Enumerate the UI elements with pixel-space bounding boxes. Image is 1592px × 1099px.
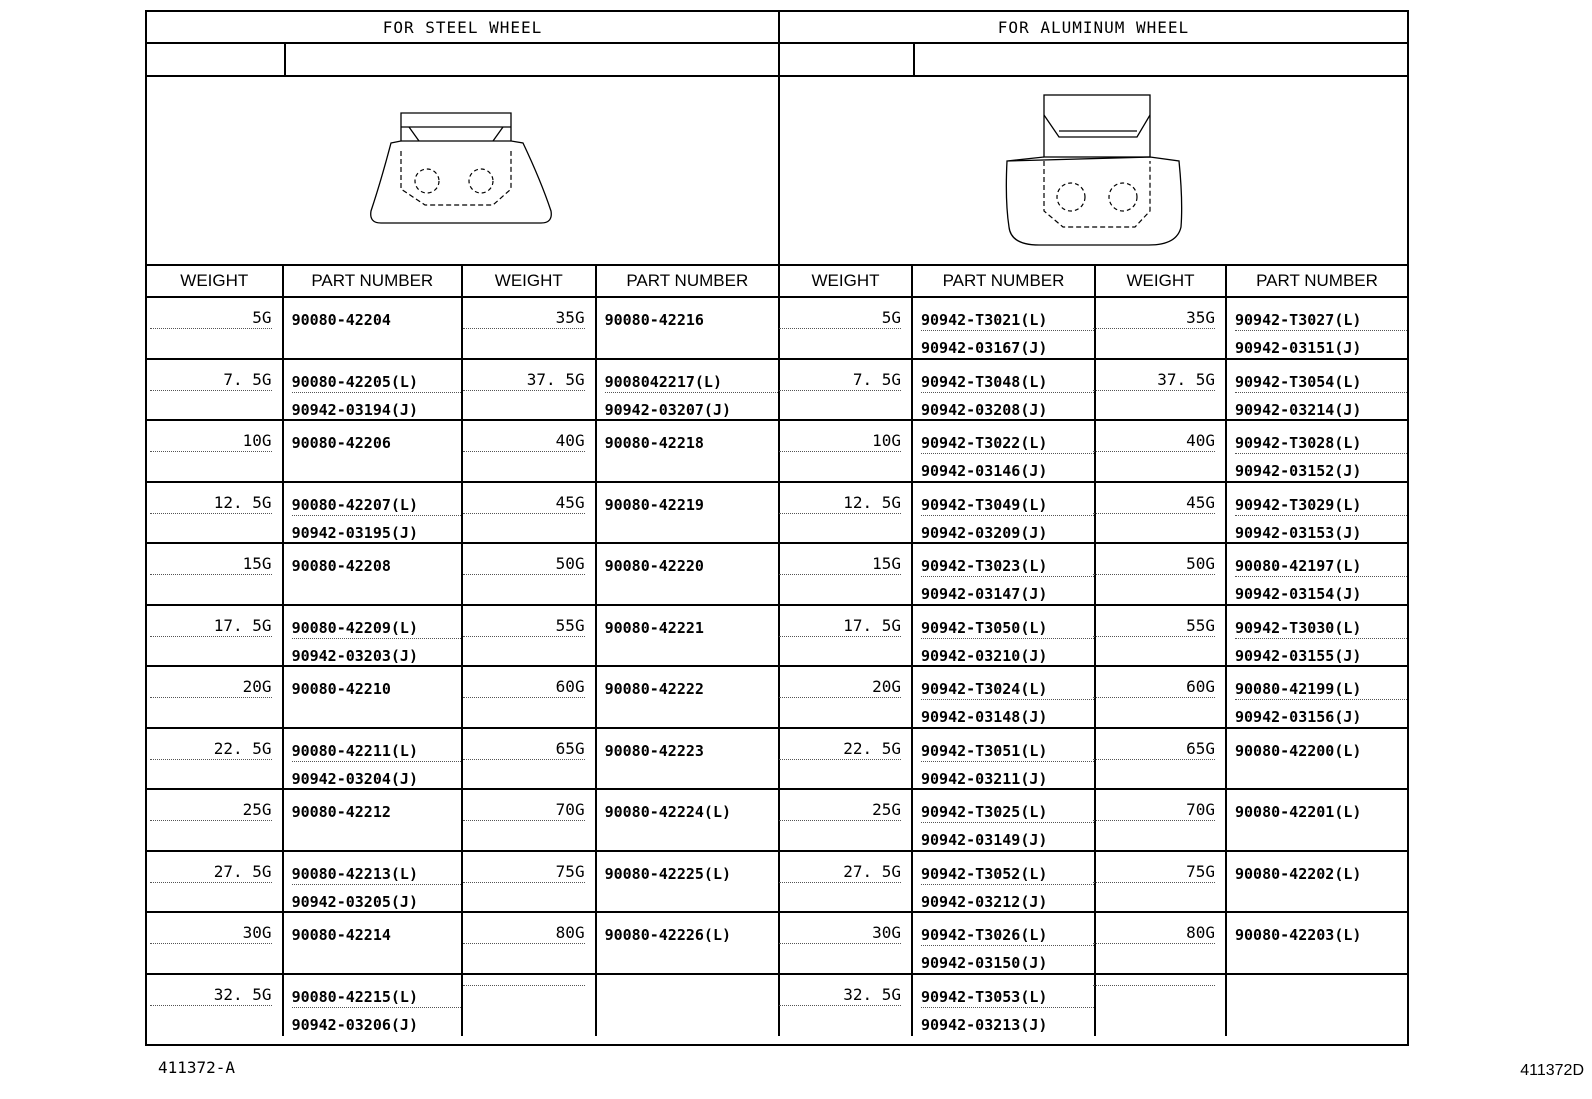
weight-value: 27. 5G: [779, 862, 901, 883]
weight-cell: [147, 483, 284, 543]
figure-code-right: 411372D: [1520, 1062, 1584, 1079]
weight-value: 12. 5G: [150, 493, 272, 514]
part-number-cell: [1227, 544, 1407, 604]
weight-value: 60G: [463, 677, 585, 698]
part-number: 90942-T3027(L): [1235, 310, 1407, 331]
aluminum-row-half: [780, 667, 1407, 727]
weight-value: 35G: [463, 308, 585, 329]
part-number: 90942-T3029(L): [1235, 495, 1407, 516]
steel-row-half: [147, 421, 780, 481]
weight-cell: [1096, 360, 1227, 420]
weight-value: 80G: [1093, 923, 1215, 944]
part-number-cell: [1227, 360, 1407, 420]
weight-cell: [780, 729, 913, 789]
part-number-cell: [597, 360, 778, 420]
part-number: 90942-03214(J): [1235, 400, 1362, 419]
part-number-cell: [1227, 852, 1407, 912]
weight-cell: [147, 360, 284, 420]
part-number-cell: [284, 421, 463, 481]
column-header-part-number: PART NUMBER: [626, 271, 749, 290]
steel-wheel-title: FOR STEEL WHEEL: [147, 12, 780, 42]
table-row: [147, 606, 1407, 668]
part-number: 90942-T3028(L): [1235, 433, 1407, 454]
part-number: 90942-T3053(L): [921, 987, 1094, 1008]
part-number: 90080-42209(L): [292, 618, 461, 639]
weight-cell: [463, 298, 597, 358]
aluminum-row-half: [780, 544, 1407, 604]
table-row: [147, 667, 1407, 729]
weight-cell: [147, 729, 284, 789]
weight-cell: [780, 667, 913, 727]
weight-value: 22. 5G: [779, 739, 901, 760]
weight-cell: [1096, 729, 1227, 789]
aluminum-row-half: [780, 729, 1407, 789]
part-number: 90080-42213(L): [292, 864, 461, 885]
weight-cell: [463, 421, 597, 481]
weight-cell: [780, 544, 913, 604]
part-number: 90942-03151(J): [1235, 339, 1362, 357]
part-number: 90942-03147(J): [921, 585, 1048, 603]
aluminum-row-half: [780, 975, 1407, 1037]
weight-cell: [1096, 667, 1227, 727]
part-number-cell: [913, 852, 1096, 912]
weight-value: 80G: [463, 923, 585, 944]
weight-cell: [463, 360, 597, 420]
aluminum-row-half: [780, 360, 1407, 420]
section-header-row: [147, 12, 1407, 44]
part-number: 90942-03213(J): [921, 1015, 1048, 1034]
part-number: 9008042217(L): [605, 372, 778, 393]
part-number: 90080-42211(L): [292, 741, 461, 762]
part-number: 90942-T3021(L): [921, 310, 1094, 331]
weight-value: 45G: [1093, 493, 1215, 514]
weight-value: [463, 985, 585, 986]
part-number: 90080-42219: [604, 495, 704, 514]
part-number-cell: [597, 544, 778, 604]
part-number-cell: [1227, 483, 1407, 543]
part-number: 90080-42220: [604, 557, 704, 575]
weight-cell: [1096, 790, 1227, 850]
aluminum-row-half: [780, 852, 1407, 912]
part-number: 90942-T3052(L): [921, 864, 1094, 885]
part-number: 90080-42205(L): [292, 372, 461, 393]
part-number: 90942-03194(J): [291, 400, 418, 419]
part-number-cell: [913, 298, 1096, 358]
part-number-cell: [597, 790, 778, 850]
weight-value: 65G: [1093, 739, 1215, 760]
part-number-cell: [597, 421, 778, 481]
weight-cell: [780, 790, 913, 850]
steel-weight-illustration: [147, 77, 780, 264]
part-number-cell: [284, 790, 463, 850]
column-header-weight: WEIGHT: [463, 266, 597, 296]
part-number: 90942-T3048(L): [921, 372, 1094, 393]
part-number-cell: [284, 975, 463, 1037]
part-number: 90942-03203(J): [291, 646, 418, 665]
weight-value: 17. 5G: [150, 616, 272, 637]
weight-cell: [1096, 606, 1227, 666]
part-number: 90942-03156(J): [1235, 708, 1362, 726]
weight-value: 15G: [779, 554, 901, 575]
weight-cell: [463, 667, 597, 727]
weight-value: 70G: [463, 800, 585, 821]
table-row: [147, 421, 1407, 483]
weight-value: 12. 5G: [779, 493, 901, 514]
part-number: 90080-42206: [291, 434, 391, 452]
part-number-cell: [913, 483, 1096, 543]
weight-value: 7. 5G: [150, 370, 272, 391]
weight-cell: [780, 360, 913, 420]
part-number: 90942-03195(J): [291, 523, 418, 542]
weight-cell: [463, 483, 597, 543]
weight-cell: [1096, 298, 1227, 358]
part-number-cell: [284, 606, 463, 666]
weight-value: [1093, 985, 1215, 986]
part-number-cell: [913, 913, 1096, 973]
weight-value: 45G: [463, 493, 585, 514]
part-number: 90942-T3026(L): [921, 925, 1094, 946]
table-row: [147, 544, 1407, 606]
weight-value: 30G: [779, 923, 901, 944]
part-number: 90942-03153(J): [1235, 523, 1362, 542]
part-number-cell: [284, 729, 463, 789]
part-number-cell: [1227, 421, 1407, 481]
weight-value: 50G: [1093, 554, 1215, 575]
column-header-part-number: PART NUMBER: [284, 266, 463, 296]
part-number: 90080-42221: [604, 618, 704, 637]
blank-cell: [147, 44, 286, 75]
part-number: 90080-42225(L): [604, 864, 732, 883]
table-row: [147, 975, 1407, 1037]
weight-cell: [1096, 913, 1227, 973]
weight-cell: [147, 975, 284, 1037]
part-number: 90942-03150(J): [921, 954, 1048, 972]
steel-row-half: [147, 852, 780, 912]
part-number-cell: [1227, 790, 1407, 850]
part-number: 90080-42222: [604, 680, 704, 698]
part-number: 90942-03204(J): [291, 769, 418, 788]
weight-value: 70G: [1093, 800, 1215, 821]
column-header-weight: WEIGHT: [780, 266, 913, 296]
steel-row-half: [147, 975, 780, 1037]
column-header-weight: WEIGHT: [1096, 266, 1227, 296]
aluminum-row-half: [780, 483, 1407, 543]
aluminum-wheel-weight-icon: [999, 91, 1189, 251]
part-number: 90080-42208: [291, 557, 391, 575]
steel-wheel-weight-icon: [363, 111, 563, 231]
weight-cell: [780, 483, 913, 543]
part-number-cell: [1227, 298, 1407, 358]
weight-value: 30G: [150, 923, 272, 944]
part-number-cell: [284, 483, 463, 543]
part-number: 90942-T3054(L): [1235, 372, 1407, 393]
part-number: 90080-42201(L): [1235, 803, 1362, 821]
parts-table: [145, 10, 1409, 1046]
weight-cell: [780, 298, 913, 358]
column-header-part-number: PART NUMBER: [1256, 271, 1378, 290]
part-number-cell: [597, 975, 778, 1037]
weight-value: 10G: [150, 431, 272, 452]
weight-value: 32. 5G: [779, 985, 901, 1006]
part-number: 90080-42203(L): [1235, 926, 1362, 944]
part-number: 90080-42226(L): [604, 926, 732, 944]
column-header-weight: WEIGHT: [147, 266, 284, 296]
weight-value: 15G: [150, 554, 272, 575]
part-number-cell: [913, 360, 1096, 420]
part-number: 90080-42199(L): [1235, 679, 1407, 700]
weight-value: 5G: [150, 308, 272, 329]
weight-cell: [463, 790, 597, 850]
part-number: 90942-03146(J): [921, 462, 1048, 480]
part-number-cell: [597, 298, 778, 358]
weight-value: 20G: [779, 677, 901, 698]
steel-row-half: [147, 729, 780, 789]
weight-value: 20G: [150, 677, 272, 698]
part-number: 90942-03211(J): [921, 769, 1048, 788]
weight-value: 50G: [463, 554, 585, 575]
aluminum-weight-illustration: [780, 77, 1407, 264]
weight-cell: [147, 667, 284, 727]
part-number: 90080-42207(L): [292, 495, 461, 516]
part-number: 90080-42216: [604, 311, 704, 329]
table-row: [147, 483, 1407, 545]
part-number: 90080-42200(L): [1235, 741, 1362, 760]
part-number-cell: [913, 667, 1096, 727]
aluminum-row-half: [780, 790, 1407, 850]
part-number: 90942-03148(J): [921, 708, 1048, 726]
part-number: 90080-42223: [604, 741, 704, 760]
column-header-part-number: PART NUMBER: [913, 266, 1096, 296]
weight-cell: [1096, 852, 1227, 912]
part-number: 90942-03149(J): [921, 831, 1048, 849]
weight-cell: [1096, 975, 1227, 1037]
table-row: [147, 729, 1407, 791]
part-number: 90080-42214: [291, 926, 391, 944]
part-number-cell: [1227, 913, 1407, 973]
table-row: [147, 360, 1407, 422]
column-header-row: [147, 266, 1407, 298]
part-number: 90942-T3051(L): [921, 741, 1094, 762]
weight-value: 25G: [779, 800, 901, 821]
weight-value: 75G: [463, 862, 585, 883]
part-number-cell: [913, 606, 1096, 666]
part-number: 90080-42218: [604, 434, 704, 452]
weight-cell: [147, 298, 284, 358]
weight-cell: [1096, 421, 1227, 481]
weight-cell: [147, 852, 284, 912]
table-body: [147, 298, 1407, 1036]
weight-value: 55G: [1093, 616, 1215, 637]
weight-value: 22. 5G: [150, 739, 272, 760]
weight-cell: [780, 421, 913, 481]
weight-value: 5G: [779, 308, 901, 329]
part-number-cell: [597, 852, 778, 912]
weight-cell: [463, 729, 597, 789]
weight-value: 40G: [463, 431, 585, 452]
steel-row-half: [147, 667, 780, 727]
weight-value: 75G: [1093, 862, 1215, 883]
part-number: 90942-03155(J): [1235, 646, 1362, 665]
weight-cell: [780, 975, 913, 1037]
part-number-cell: [284, 298, 463, 358]
weight-cell: [780, 913, 913, 973]
part-number: 90942-03206(J): [291, 1015, 418, 1034]
part-number-cell: [913, 544, 1096, 604]
steel-row-half: [147, 544, 780, 604]
steel-row-half: [147, 913, 780, 973]
part-number-cell: [597, 729, 778, 789]
part-number: 90942-03152(J): [1235, 462, 1362, 480]
weight-value: 37. 5G: [1093, 370, 1215, 391]
weight-cell: [147, 913, 284, 973]
part-number: 90942-03207(J): [604, 400, 732, 419]
weight-cell: [780, 606, 913, 666]
steel-row-half: [147, 790, 780, 850]
part-number: 90942-03205(J): [291, 892, 418, 911]
part-number: 90942-T3022(L): [921, 433, 1094, 454]
part-number-cell: [284, 667, 463, 727]
part-number-cell: [913, 729, 1096, 789]
part-number-cell: [913, 421, 1096, 481]
part-number: 90080-42197(L): [1235, 556, 1407, 577]
part-number: 90942-T3023(L): [921, 556, 1094, 577]
part-number: 90080-42202(L): [1235, 864, 1362, 883]
weight-value: 35G: [1093, 308, 1215, 329]
part-number: 90942-T3050(L): [921, 618, 1094, 639]
part-number: 90942-T3049(L): [921, 495, 1094, 516]
weight-cell: [463, 852, 597, 912]
steel-row-half: [147, 606, 780, 666]
weight-cell: [1096, 544, 1227, 604]
part-number: 90942-03154(J): [1235, 585, 1362, 603]
part-number-cell: [597, 483, 778, 543]
part-number: 90942-03208(J): [921, 400, 1048, 419]
blank-cell: [780, 44, 915, 75]
figure-code-left: 411372-A: [158, 1058, 236, 1077]
weight-value: 32. 5G: [150, 985, 272, 1006]
weight-cell: [463, 975, 597, 1037]
weight-cell: [147, 544, 284, 604]
weight-cell: [463, 913, 597, 973]
table-row: [147, 298, 1407, 360]
weight-cell: [147, 790, 284, 850]
part-number-cell: [1227, 667, 1407, 727]
part-number: 90942-T3024(L): [921, 679, 1094, 700]
aluminum-wheel-title: FOR ALUMINUM WHEEL: [997, 17, 1190, 37]
table-row: [147, 913, 1407, 975]
weight-value: 37. 5G: [463, 370, 585, 391]
weight-value: 27. 5G: [150, 862, 272, 883]
part-number-cell: [597, 606, 778, 666]
weight-value: 7. 5G: [779, 370, 901, 391]
weight-value: 17. 5G: [779, 616, 901, 637]
weight-cell: [780, 852, 913, 912]
part-number: 90080-42212: [291, 803, 391, 821]
part-number-cell: [913, 790, 1096, 850]
aluminum-row-half: [780, 913, 1407, 973]
part-number-cell: [284, 360, 463, 420]
part-number: 90942-T3030(L): [1235, 618, 1407, 639]
part-number-cell: [597, 667, 778, 727]
weight-value: 10G: [779, 431, 901, 452]
part-number: 90080-42210: [291, 680, 391, 698]
steel-row-half: [147, 483, 780, 543]
illustration-row: [147, 77, 1407, 266]
weight-value: 65G: [463, 739, 585, 760]
weight-cell: [147, 606, 284, 666]
part-number-cell: [1227, 975, 1407, 1037]
weight-value: 60G: [1093, 677, 1215, 698]
weight-cell: [147, 421, 284, 481]
part-number: 90080-42204: [291, 311, 391, 329]
part-number-cell: [284, 544, 463, 604]
part-number-cell: [1227, 729, 1407, 789]
part-number: 90080-42215(L): [292, 987, 461, 1008]
weight-value: 25G: [150, 800, 272, 821]
table-row: [147, 852, 1407, 914]
weight-cell: [463, 606, 597, 666]
part-number-cell: [284, 913, 463, 973]
part-number-cell: [597, 913, 778, 973]
part-number-cell: [1227, 606, 1407, 666]
weight-cell: [463, 544, 597, 604]
weight-cell: [1096, 483, 1227, 543]
table-row: [147, 790, 1407, 852]
part-number: 90942-T3025(L): [921, 802, 1094, 823]
part-number: 90080-42224(L): [604, 803, 732, 821]
part-number-cell: [284, 852, 463, 912]
blank-subheader-row: [147, 44, 1407, 77]
part-number: 90942-03212(J): [921, 892, 1048, 911]
steel-row-half: [147, 360, 780, 420]
aluminum-row-half: [780, 421, 1407, 481]
weight-value: 55G: [463, 616, 585, 637]
part-number: 90942-03209(J): [921, 523, 1048, 542]
part-number: 90942-03167(J): [921, 339, 1048, 357]
steel-row-half: [147, 298, 780, 358]
weight-value: 40G: [1093, 431, 1215, 452]
aluminum-row-half: [780, 606, 1407, 666]
part-number-cell: [913, 975, 1096, 1037]
aluminum-row-half: [780, 298, 1407, 358]
part-number: 90942-03210(J): [921, 646, 1048, 665]
